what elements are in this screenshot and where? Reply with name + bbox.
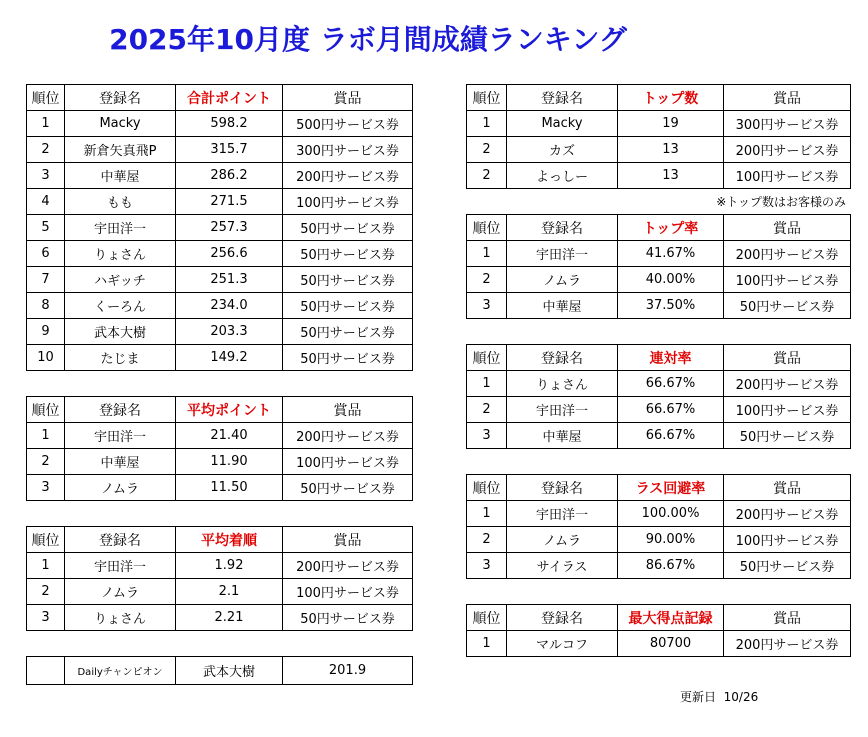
- name-cell: カズ: [507, 137, 618, 163]
- prize-cell: 100円サービス券: [283, 579, 413, 605]
- top-rate-table: [466, 214, 851, 319]
- name-cell: 中華屋: [507, 293, 618, 319]
- name-cell: くーろん: [65, 293, 176, 319]
- rank-cell: 1: [27, 111, 65, 137]
- rank-cell: 5: [27, 215, 65, 241]
- rank-cell: 1: [27, 423, 65, 449]
- rank-cell: 9: [27, 319, 65, 345]
- name-cell: ハギッチ: [65, 267, 176, 293]
- prize-cell: 50円サービス券: [283, 319, 413, 345]
- prize-cell: 300円サービス券: [724, 111, 851, 137]
- prize-cell: 200円サービス券: [724, 631, 851, 657]
- value-cell: 11.50: [176, 475, 283, 501]
- daily-blank-cell: [27, 657, 65, 685]
- prize-cell: 200円サービス券: [724, 137, 851, 163]
- value-cell: 66.67%: [618, 371, 724, 397]
- prize-cell: 100円サービス券: [283, 189, 413, 215]
- rank-cell: 1: [467, 241, 507, 267]
- value-cell: 66.67%: [618, 423, 724, 449]
- value-cell: 13: [618, 163, 724, 189]
- rank-cell: 2: [467, 137, 507, 163]
- prize-cell: 50円サービス券: [724, 553, 851, 579]
- prize-header: 賞品: [283, 85, 413, 111]
- name-cell: たじま: [65, 345, 176, 371]
- table-row: [467, 137, 851, 163]
- table-row: [467, 371, 851, 397]
- value-cell: 271.5: [176, 189, 283, 215]
- rank-header: 順位: [27, 397, 65, 423]
- value-cell: 234.0: [176, 293, 283, 319]
- prize-cell: 50円サービス券: [283, 605, 413, 631]
- header-row: [27, 85, 413, 111]
- name-header: 登録名: [507, 85, 618, 111]
- name-cell: もも: [65, 189, 176, 215]
- table-row: [27, 163, 413, 189]
- prize-cell: 50円サービス券: [724, 293, 851, 319]
- top-count-note: ※トップ数はお客様のみ: [716, 195, 846, 209]
- prize-header: 賞品: [724, 605, 851, 631]
- prize-cell: 50円サービス券: [724, 423, 851, 449]
- value-cell: 86.67%: [618, 553, 724, 579]
- rank-cell: 6: [27, 241, 65, 267]
- rank-cell: 10: [27, 345, 65, 371]
- rank-cell: 7: [27, 267, 65, 293]
- header-row: [27, 397, 413, 423]
- avg-points-table: [26, 396, 413, 501]
- rank-cell: 3: [467, 553, 507, 579]
- metric-header: ラス回避率: [618, 475, 724, 501]
- updated-date: [680, 688, 758, 705]
- rank-cell: 3: [27, 605, 65, 631]
- value-cell: 41.67%: [618, 241, 724, 267]
- name-cell: マルコフ: [507, 631, 618, 657]
- prize-cell: 50円サービス券: [283, 345, 413, 371]
- name-cell: りょさん: [65, 241, 176, 267]
- value-cell: 2.21: [176, 605, 283, 631]
- value-cell: 315.7: [176, 137, 283, 163]
- rank-header: 順位: [467, 85, 507, 111]
- daily-champion-value: 201.9: [283, 657, 413, 685]
- name-cell: Macky: [507, 111, 618, 137]
- metric-header: トップ率: [618, 215, 724, 241]
- header-row: [467, 215, 851, 241]
- name-cell: りょさん: [507, 371, 618, 397]
- value-cell: 66.67%: [618, 397, 724, 423]
- header-row: [27, 527, 413, 553]
- prize-cell: 200円サービス券: [283, 163, 413, 189]
- daily-champion-label: Dailyチャンピオン: [65, 657, 176, 685]
- name-header: 登録名: [65, 85, 176, 111]
- table-row: [467, 111, 851, 137]
- rank-cell: 1: [467, 501, 507, 527]
- name-header: 登録名: [65, 397, 176, 423]
- daily-champion-row: [27, 657, 413, 685]
- table-row: [27, 345, 413, 371]
- prize-cell: 100円サービス券: [283, 449, 413, 475]
- header-row: [467, 475, 851, 501]
- prize-cell: 50円サービス券: [283, 475, 413, 501]
- value-cell: 21.40: [176, 423, 283, 449]
- value-cell: 11.90: [176, 449, 283, 475]
- name-header: 登録名: [507, 475, 618, 501]
- table-row: [27, 241, 413, 267]
- rank-cell: 2: [467, 163, 507, 189]
- rank-cell: 3: [467, 423, 507, 449]
- rank-header: 順位: [467, 345, 507, 371]
- rank-header: 順位: [467, 215, 507, 241]
- rank-header: 順位: [467, 605, 507, 631]
- name-cell: 宇田洋一: [507, 397, 618, 423]
- rank-cell: 8: [27, 293, 65, 319]
- updated-label: 更新日: [680, 690, 717, 704]
- name-cell: 宇田洋一: [65, 553, 176, 579]
- prize-cell: 100円サービス券: [724, 527, 851, 553]
- prize-cell: 50円サービス券: [283, 293, 413, 319]
- table-row: [467, 267, 851, 293]
- header-row: [467, 345, 851, 371]
- table-row: [27, 423, 413, 449]
- prize-cell: 300円サービス券: [283, 137, 413, 163]
- metric-header: 平均着順: [176, 527, 283, 553]
- prize-header: 賞品: [283, 527, 413, 553]
- name-header: 登録名: [507, 605, 618, 631]
- rank-cell: 1: [467, 631, 507, 657]
- daily-champion-name: 武本大樹: [176, 657, 283, 685]
- updated-value: 10/26: [723, 690, 759, 704]
- table-row: [467, 553, 851, 579]
- name-header: 登録名: [65, 527, 176, 553]
- page-title: 2025年10月度 ラボ月間成績ランキング: [109, 23, 627, 56]
- prize-cell: 200円サービス券: [283, 423, 413, 449]
- top-count-table: [466, 84, 851, 189]
- value-cell: 1.92: [176, 553, 283, 579]
- name-cell: 武本大樹: [65, 319, 176, 345]
- name-cell: 宇田洋一: [507, 501, 618, 527]
- rank-header: 順位: [27, 527, 65, 553]
- table-row: [27, 449, 413, 475]
- table-row: [27, 475, 413, 501]
- rank-cell: 1: [27, 553, 65, 579]
- table-row: [467, 423, 851, 449]
- metric-header: 連対率: [618, 345, 724, 371]
- daily-champion-table: [26, 656, 413, 685]
- value-cell: 149.2: [176, 345, 283, 371]
- prize-cell: 200円サービス券: [724, 501, 851, 527]
- value-cell: 37.50%: [618, 293, 724, 319]
- rentai-rate-table: [466, 344, 851, 449]
- table-row: [27, 319, 413, 345]
- name-cell: 新倉矢真飛P: [65, 137, 176, 163]
- metric-header: 平均ポイント: [176, 397, 283, 423]
- value-cell: 80700: [618, 631, 724, 657]
- table-row: [467, 397, 851, 423]
- rank-cell: 3: [467, 293, 507, 319]
- prize-cell: 100円サービス券: [724, 267, 851, 293]
- name-cell: Macky: [65, 111, 176, 137]
- value-cell: 90.00%: [618, 527, 724, 553]
- table-row: [27, 605, 413, 631]
- header-row: [467, 85, 851, 111]
- name-cell: ノムラ: [65, 475, 176, 501]
- table-row: [467, 293, 851, 319]
- name-cell: ノムラ: [507, 267, 618, 293]
- prize-cell: 100円サービス券: [724, 163, 851, 189]
- table-row: [27, 189, 413, 215]
- value-cell: 13: [618, 137, 724, 163]
- header-row: [467, 605, 851, 631]
- value-cell: 598.2: [176, 111, 283, 137]
- value-cell: 257.3: [176, 215, 283, 241]
- prize-cell: 200円サービス券: [724, 371, 851, 397]
- prize-header: 賞品: [283, 397, 413, 423]
- metric-header: 合計ポイント: [176, 85, 283, 111]
- value-cell: 19: [618, 111, 724, 137]
- value-cell: 203.3: [176, 319, 283, 345]
- rank-cell: 2: [467, 527, 507, 553]
- prize-cell: 200円サービス券: [724, 241, 851, 267]
- metric-header: トップ数: [618, 85, 724, 111]
- value-cell: 100.00%: [618, 501, 724, 527]
- value-cell: 40.00%: [618, 267, 724, 293]
- prize-cell: 50円サービス券: [283, 267, 413, 293]
- prize-header: 賞品: [724, 85, 851, 111]
- rank-cell: 2: [467, 267, 507, 293]
- rank-cell: 1: [467, 371, 507, 397]
- last-avoid-table: [466, 474, 851, 579]
- prize-header: 賞品: [724, 475, 851, 501]
- name-cell: 宇田洋一: [65, 215, 176, 241]
- rank-cell: 4: [27, 189, 65, 215]
- rank-header: 順位: [467, 475, 507, 501]
- table-row: [27, 579, 413, 605]
- table-row: [27, 215, 413, 241]
- rank-cell: 3: [27, 163, 65, 189]
- name-cell: よっしー: [507, 163, 618, 189]
- table-row: [27, 267, 413, 293]
- name-cell: 中華屋: [65, 163, 176, 189]
- prize-cell: 200円サービス券: [283, 553, 413, 579]
- name-cell: ノムラ: [507, 527, 618, 553]
- table-row: [27, 137, 413, 163]
- rank-cell: 2: [27, 449, 65, 475]
- name-cell: 中華屋: [507, 423, 618, 449]
- value-cell: 251.3: [176, 267, 283, 293]
- table-row: [27, 553, 413, 579]
- table-row: [27, 111, 413, 137]
- table-row: [467, 527, 851, 553]
- rank-header: 順位: [27, 85, 65, 111]
- table-row: [467, 241, 851, 267]
- prize-cell: 500円サービス券: [283, 111, 413, 137]
- total-points-table: [26, 84, 413, 371]
- rank-cell: 2: [467, 397, 507, 423]
- value-cell: 256.6: [176, 241, 283, 267]
- table-row: [467, 501, 851, 527]
- name-cell: りょさん: [65, 605, 176, 631]
- prize-cell: 100円サービス券: [724, 397, 851, 423]
- name-cell: ノムラ: [65, 579, 176, 605]
- prize-header: 賞品: [724, 215, 851, 241]
- table-row: [467, 163, 851, 189]
- prize-cell: 50円サービス券: [283, 241, 413, 267]
- name-cell: 宇田洋一: [507, 241, 618, 267]
- rank-cell: 1: [467, 111, 507, 137]
- name-cell: サイラス: [507, 553, 618, 579]
- value-cell: 2.1: [176, 579, 283, 605]
- rank-cell: 2: [27, 137, 65, 163]
- name-header: 登録名: [507, 215, 618, 241]
- avg-rank-table: [26, 526, 413, 631]
- metric-header: 最大得点記録: [618, 605, 724, 631]
- table-row: [27, 293, 413, 319]
- name-header: 登録名: [507, 345, 618, 371]
- name-cell: 宇田洋一: [65, 423, 176, 449]
- prize-header: 賞品: [724, 345, 851, 371]
- max-score-table: [466, 604, 851, 657]
- prize-cell: 50円サービス券: [283, 215, 413, 241]
- rank-cell: 3: [27, 475, 65, 501]
- rank-cell: 2: [27, 579, 65, 605]
- table-row: [467, 631, 851, 657]
- name-cell: 中華屋: [65, 449, 176, 475]
- value-cell: 286.2: [176, 163, 283, 189]
